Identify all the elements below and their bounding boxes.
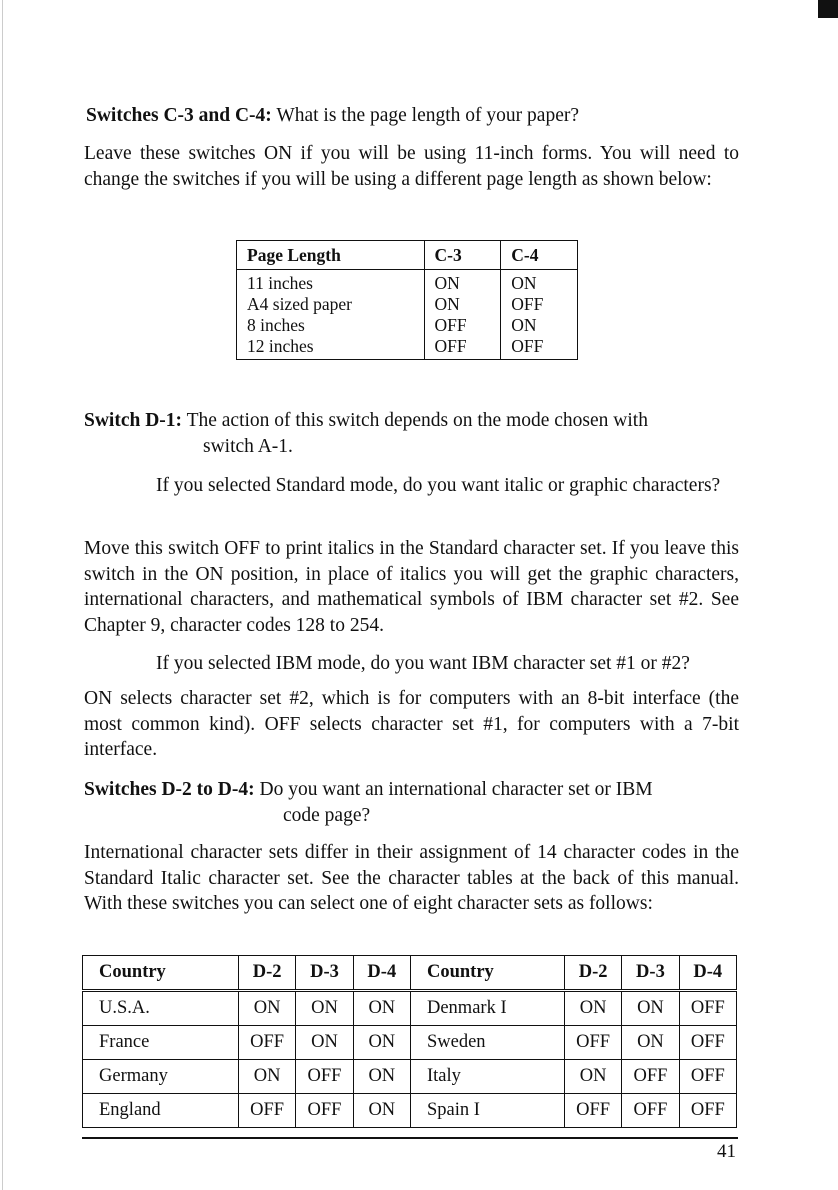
character-set-table (82, 955, 737, 1128)
table-cell: ON (353, 991, 410, 1026)
table-header-cell: C-3 (424, 241, 501, 270)
table-cell: ON (564, 1060, 621, 1094)
table-cell: OFF (501, 294, 578, 315)
table-cell: ON (564, 991, 621, 1026)
table-cell: ON (296, 991, 353, 1026)
table-cell: Germany (83, 1060, 239, 1094)
table-cell: OFF (564, 1026, 621, 1060)
table-cell: OFF (679, 1094, 736, 1128)
table-cell: ON (622, 991, 679, 1026)
table-header-cell: D-3 (296, 956, 353, 991)
table-header-cell: D-3 (622, 956, 679, 991)
table-cell: OFF (679, 1026, 736, 1060)
section-c3-c4-heading: Switches C-3 and C-4: (86, 105, 272, 126)
section-d1-ibm-question: If you selected IBM mode, do you want IBM character set #1 or #2? (156, 653, 690, 674)
table-row (83, 1060, 737, 1094)
table-header-cell: D-2 (564, 956, 621, 991)
table-cell: ON (501, 270, 578, 295)
table-header-cell: Country (83, 956, 239, 991)
table-cell: OFF (679, 991, 736, 1026)
table-cell: OFF (424, 336, 501, 360)
scan-corner-mark (818, 0, 838, 18)
table-cell: 8 inches (247, 315, 305, 335)
table-row (237, 336, 578, 360)
table-row (237, 294, 578, 315)
section-d1-ibm-body: ON selects character set #2, which is for computers with an 8-bit interface (the most common kind). OFF selects character set #1, for computers with a 7-bit interface. (84, 688, 739, 760)
table-cell: ON (238, 991, 295, 1026)
table-cell: ON (622, 1026, 679, 1060)
table-cell: OFF (424, 315, 501, 336)
table-cell: France (83, 1026, 239, 1060)
table-cell: OFF (238, 1094, 295, 1128)
section-d2-d4-heading: Switches D-2 to D-4: (84, 779, 255, 800)
table-row (237, 315, 578, 336)
table-header-cell: D-2 (238, 956, 295, 991)
section-d1-standard-question: If you selected Standard mode, do you want italic or graphic characters? (156, 475, 721, 496)
footer-rule (82, 1137, 738, 1139)
table-header-cell: Page Length (237, 241, 425, 270)
table-cell: Sweden (410, 1026, 564, 1060)
table-header-row (83, 956, 737, 991)
section-c3-c4-heading-line (86, 103, 746, 129)
section-d2-d4-question-line1: Do you want an international character set or IBM (259, 779, 653, 800)
section-d2-d4-heading-line (84, 777, 744, 803)
table-row (83, 1094, 737, 1128)
table-cell: 12 inches (247, 336, 314, 356)
table-row (237, 270, 578, 295)
page-number: 41 (717, 1141, 736, 1162)
table-header-cell: D-4 (353, 956, 410, 991)
table-cell: U.S.A. (83, 991, 239, 1026)
table-cell: A4 sized paper (247, 294, 352, 314)
table-row (83, 991, 737, 1026)
table-cell: OFF (622, 1094, 679, 1128)
table-cell: ON (296, 1026, 353, 1060)
section-d1-heading: Switch D-1: (84, 410, 183, 431)
section-d1-heading-line (84, 408, 744, 434)
table-cell: OFF (679, 1060, 736, 1094)
section-c3-c4-body: Leave these switches ON if you will be using 11-inch forms. You will need to change the switches if you will be using a different page length as shown below: (84, 143, 739, 190)
table-header-cell: Country (410, 956, 564, 991)
table-cell: England (83, 1094, 239, 1128)
section-d1-question-line2: switch A-1. (203, 436, 293, 457)
table-cell: ON (353, 1026, 410, 1060)
table-cell: Spain I (410, 1094, 564, 1128)
table-cell: ON (353, 1094, 410, 1128)
table-cell: ON (353, 1060, 410, 1094)
page-length-table (236, 240, 578, 360)
section-c3-c4-question: What is the page length of your paper? (271, 105, 579, 126)
table-cell: 11 inches (247, 273, 313, 293)
section-d1-question-line1: The action of this switch depends on the mode chosen with (182, 410, 648, 431)
table-cell: OFF (501, 336, 578, 360)
section-d1-standard-body: Move this switch OFF to print italics in the Standard character set. If you leave this switch in the ON position, in place of italics you will get the graphic characters, international characters, and mathematical symbols of IBM character set #2. See Chapter 9, character codes 128 to 254. (84, 538, 739, 636)
table-cell: OFF (564, 1094, 621, 1128)
section-d2-d4-body: International character sets differ in their assignment of 14 character codes in the Standard Italic character set. See the character tables at the back of this manual. With these switches you can select one of eight character sets as follows: (84, 842, 739, 914)
table-cell: ON (424, 270, 501, 295)
table-header-cell: C-4 (501, 241, 578, 270)
table-cell: OFF (296, 1094, 353, 1128)
table-cell: ON (424, 294, 501, 315)
table-cell: ON (238, 1060, 295, 1094)
table-row (83, 1026, 737, 1060)
table-cell: OFF (296, 1060, 353, 1094)
table-header-cell: D-4 (679, 956, 736, 991)
table-cell: OFF (622, 1060, 679, 1094)
section-d2-d4-question-line2: code page? (283, 805, 371, 826)
table-cell: ON (501, 315, 578, 336)
scan-left-edge (2, 0, 3, 1190)
table-header-row (237, 241, 578, 270)
table-cell: OFF (238, 1026, 295, 1060)
table-cell: Denmark I (410, 991, 564, 1026)
table-cell: Italy (410, 1060, 564, 1094)
